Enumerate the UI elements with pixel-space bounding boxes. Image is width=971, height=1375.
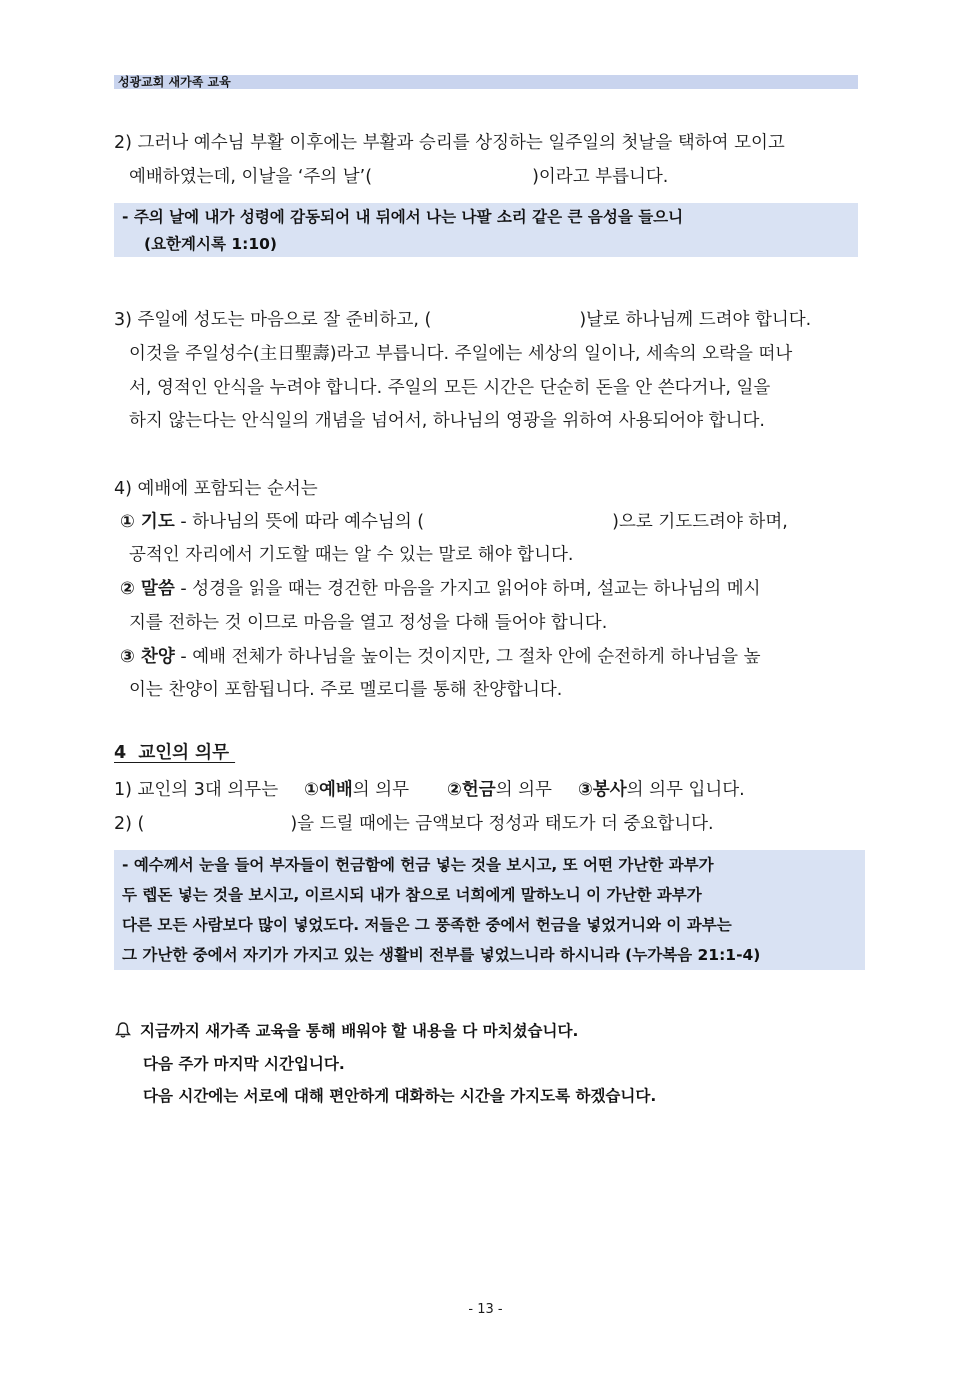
quote1-line-1: - 주의 날에 내가 성령에 감동되어 내 뒤에서 나는 나팔 소리 같은 큰 음성을 들으니	[122, 208, 684, 226]
sec2-line-2-end: )이라고 부릅니다.	[532, 167, 669, 187]
praise-label: ③ 찬양	[120, 647, 175, 667]
word-line-2: 지를 전하는 것 이므로 마음을 열고 정성을 다해 들어야 합니다.	[129, 613, 608, 633]
closing-line-1: 지금까지 새가족 교육을 통해 배워야 할 내용을 다 마치셨습니다.	[140, 1022, 579, 1040]
prayer-text-end: )으로 기도드려야 하며,	[612, 512, 788, 532]
duties-line-2	[114, 812, 858, 836]
quote2-line-2: 두 렙돈 넣는 것을 보시고, 이르시되 내가 참으로 너희에게 말하노니 이 가난한 과부가	[122, 886, 702, 904]
quote-luke	[114, 850, 865, 970]
page-number: - 13 -	[468, 1302, 503, 1317]
praise-line-1	[120, 645, 849, 669]
duty-worship-rest: 의 의무	[352, 780, 410, 800]
duty-worship: ①예배	[304, 780, 353, 800]
quote2-line-4: 그 가난한 중에서 자기가 가지고 있는 생활비 전부를 넣었느니라 하시니라 (누가복음 21:1-4)	[122, 946, 761, 964]
header-title: 성광교회 새가족 교육	[118, 75, 231, 89]
closing-line-3: 다음 시간에는 서로에 대해 편안하게 대화하는 시간을 가지도록 하겠습니다.	[143, 1087, 657, 1105]
duty-offering: ②헌금	[447, 780, 496, 800]
word-text: - 성경을 읽을 때는 경건한 마음을 가지고 읽어야 하며, 설교는 하나님의 메시	[180, 579, 761, 599]
sec3-line-3: 서, 영적인 안식을 누려야 합니다. 주일의 모든 시간은 단순히 돈을 안 쓴다거나, 일을	[129, 378, 771, 398]
quote-revelation	[114, 203, 858, 257]
duty-service-rest: 의 의무 입니다.	[626, 780, 745, 800]
sec2-line-2	[129, 165, 858, 189]
sec3-line-1-start: 3) 주일에 성도는 마음으로 잘 준비하고, (	[114, 310, 432, 330]
duty-service: ③봉사	[577, 780, 627, 800]
duties-line-2-end: )을 드릴 때에는 금액보다 정성과 태도가 더 중요합니다.	[290, 814, 714, 834]
sec3-line-2: 이것을 주일성수(主日聖壽)라고 부릅니다. 주일에는 세상의 일이나, 세속의 오락을 떠나	[129, 344, 793, 364]
sec4-intro: 4) 예배에 포함되는 순서는	[114, 479, 318, 499]
prayer-line-2: 공적인 자리에서 기도할 때는 알 수 있는 말로 해야 합니다.	[129, 545, 574, 565]
sec3-line-1	[114, 308, 858, 332]
prayer-label: ① 기도	[120, 512, 175, 532]
praise-line-2: 이는 찬양이 포함됩니다. 주로 멜로디를 통해 찬양합니다.	[129, 680, 563, 700]
sec2-line-2-start: 예배하였는데, 이날을 ‘주의 날’(	[129, 167, 373, 187]
praise-text: - 예배 전체가 하나님을 높이는 것이지만, 그 절차 안에 순전하게 하나님을 높	[180, 647, 761, 667]
word-label: ② 말씀	[120, 579, 175, 599]
duties-intro: 1) 교인의 3대 의무는	[114, 780, 279, 800]
word-line-1	[120, 577, 849, 601]
sec3-line-4: 하지 않는다는 안식일의 개념을 넘어서, 하나님의 영광을 위하여 사용되어야 합니다.	[129, 411, 765, 431]
sec3-line-1-end: )날로 하나님께 드려야 합니다.	[579, 310, 812, 330]
duties-line-2-start: 2) (	[114, 814, 145, 834]
sec2-line-1: 2) 그러나 예수님 부활 이후에는 부활과 승리를 상징하는 일주일의 첫날을 택하여 모이고	[114, 133, 785, 153]
prayer-text-start: - 하나님의 뜻에 따라 예수님의 (	[180, 512, 425, 532]
duties-title: 4 교인의 의무	[114, 743, 236, 763]
prayer-line-1	[120, 510, 849, 534]
bell-icon	[114, 1021, 132, 1039]
quote2-line-1: - 예수께서 눈을 들어 부자들이 헌금함에 헌금 넣는 것을 보시고, 또 어떤 가난한 과부가	[122, 856, 714, 874]
quote2-line-3: 다른 모든 사람보다 많이 넣었도다. 저들은 그 풍족한 중에서 헌금을 넣었거니와 이 과부는	[122, 916, 732, 934]
closing-line-2: 다음 주가 마지막 시간입니다.	[143, 1055, 345, 1073]
duty-offering-rest: 의 의무	[495, 780, 552, 800]
duties-line-1	[114, 778, 858, 802]
quote1-line-2: (요한계시록 1:10)	[144, 235, 277, 253]
